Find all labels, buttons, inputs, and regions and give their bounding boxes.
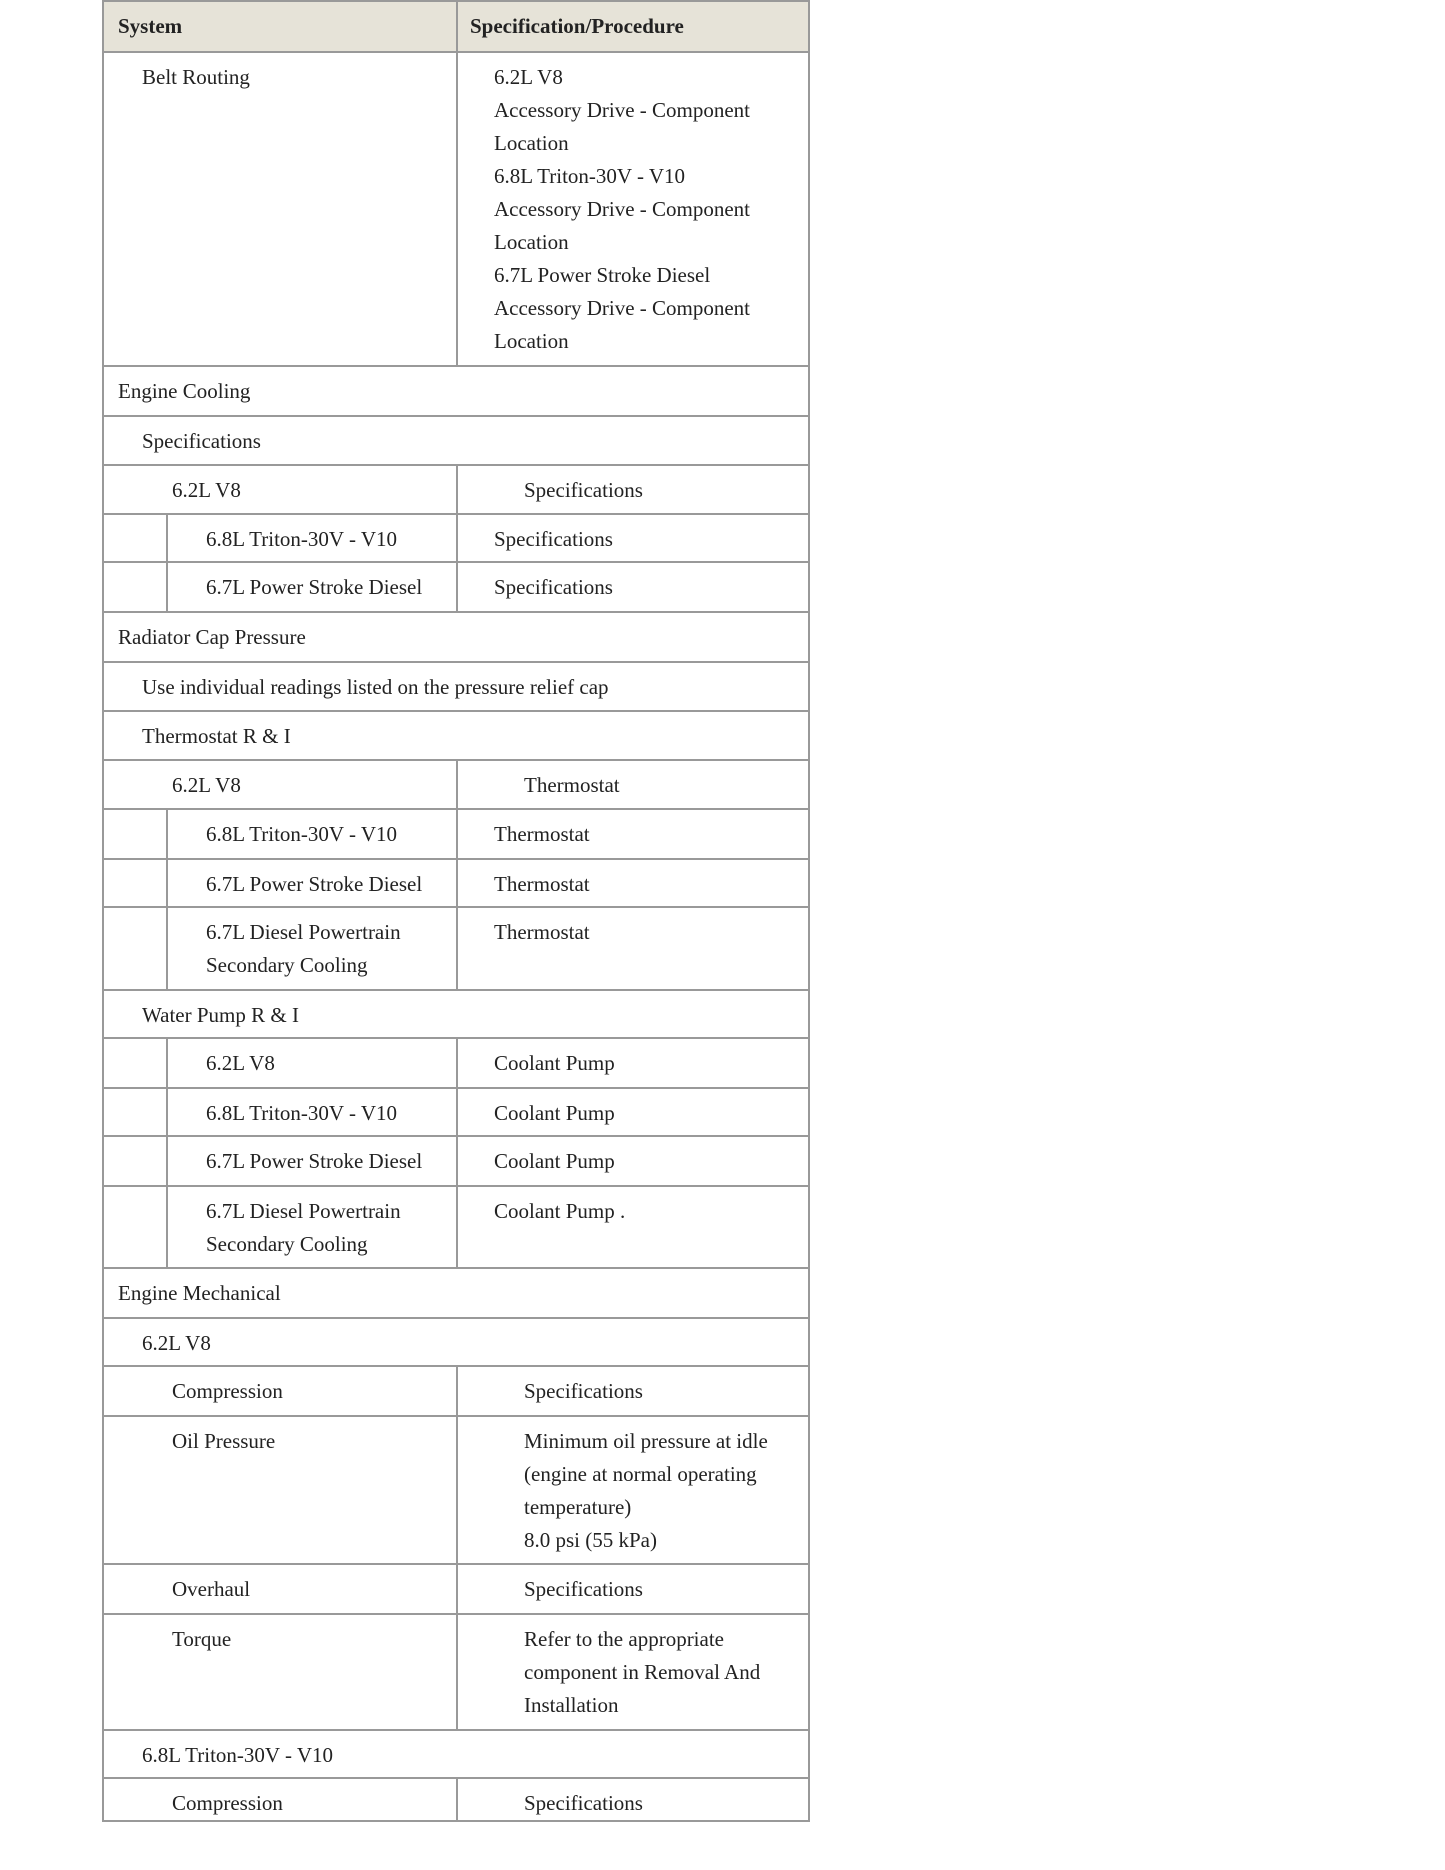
table-row xyxy=(104,710,808,759)
table-row xyxy=(104,1087,808,1135)
table-row xyxy=(104,1317,808,1365)
column-divider xyxy=(456,810,458,858)
column-divider xyxy=(456,1779,458,1822)
indent-divider xyxy=(166,860,168,906)
column-divider xyxy=(456,466,458,513)
table-row xyxy=(104,1037,808,1087)
table-row xyxy=(104,1729,808,1777)
system-cell: Compression xyxy=(172,1379,283,1403)
indent-divider xyxy=(166,1089,168,1135)
spec-cell: Coolant Pump xyxy=(494,1149,615,1173)
spec-cell: Specifications xyxy=(494,527,613,551)
spec-cell: Specifications xyxy=(524,1577,643,1601)
system-cell: 6.2L V8 xyxy=(172,773,241,797)
spec-cell: Minimum oil pressure at idle (engine at normal operating temperature) 8.0 psi (55 kPa) xyxy=(524,1429,768,1552)
system-cell: Radiator Cap Pressure xyxy=(118,625,306,649)
system-cell: Engine Cooling xyxy=(118,379,251,403)
table-row xyxy=(104,365,808,415)
system-cell: Belt Routing xyxy=(142,65,250,89)
system-cell: 6.7L Diesel Powertrain Secondary Cooling xyxy=(206,1199,401,1256)
column-divider xyxy=(456,1367,458,1415)
table-row xyxy=(104,51,808,365)
column-divider xyxy=(456,1187,458,1267)
table-row xyxy=(104,611,808,661)
system-cell: Engine Mechanical xyxy=(118,1281,281,1305)
column-divider xyxy=(456,1417,458,1563)
table-row xyxy=(104,1415,808,1563)
column-divider xyxy=(456,1615,458,1729)
indent-divider xyxy=(166,810,168,858)
spec-cell: Coolant Pump xyxy=(494,1051,615,1075)
table-row xyxy=(104,561,808,611)
table-row xyxy=(104,1613,808,1729)
table-row xyxy=(104,759,808,808)
system-cell: 6.7L Power Stroke Diesel xyxy=(206,872,423,896)
column-divider xyxy=(456,1039,458,1087)
spec-cell: Thermostat xyxy=(494,872,590,896)
spec-cell: Coolant Pump xyxy=(494,1101,615,1125)
spec-cell: Specifications xyxy=(524,1791,643,1815)
spec-cell: Specifications xyxy=(494,575,613,599)
column-divider xyxy=(456,908,458,989)
system-cell: 6.7L Power Stroke Diesel xyxy=(206,1149,423,1173)
table-row xyxy=(104,808,808,858)
spec-cell: Specifications xyxy=(524,1379,643,1403)
column-divider xyxy=(456,1089,458,1135)
system-cell: Compression xyxy=(172,1791,283,1815)
spec-cell: Coolant Pump . xyxy=(494,1199,626,1223)
table-row xyxy=(104,513,808,561)
system-cell: 6.8L Triton-30V - V10 xyxy=(206,527,397,551)
header-system: System xyxy=(118,14,183,38)
system-cell: 6.7L Power Stroke Diesel xyxy=(206,575,423,599)
spec-cell: Thermostat xyxy=(494,822,590,846)
system-cell: Water Pump R & I xyxy=(142,1003,299,1027)
spec-cell: Thermostat xyxy=(494,920,590,944)
spec-cell: Refer to the appropriate component in Removal And Installation xyxy=(524,1627,761,1717)
table-row xyxy=(104,1185,808,1267)
system-cell: Oil Pressure xyxy=(172,1429,276,1453)
table-row xyxy=(104,858,808,906)
table-row xyxy=(104,1135,808,1185)
table-row xyxy=(104,415,808,464)
table-row xyxy=(104,661,808,710)
system-cell: Overhaul xyxy=(172,1577,251,1601)
column-divider xyxy=(456,1137,458,1185)
table-row xyxy=(104,1365,808,1415)
system-cell: 6.7L Diesel Powertrain Secondary Cooling xyxy=(206,920,401,977)
indent-divider xyxy=(166,563,168,611)
spec-cell: 6.2L V8 Accessory Drive - Component Location 6.8L Triton-30V - V10 Accessory Drive - Component Location 6.7L Power Stroke Diesel Accessory Drive - Component Location xyxy=(494,65,751,353)
system-cell: Torque xyxy=(172,1627,232,1651)
spec-cell: Specifications xyxy=(524,478,643,502)
system-cell: Thermostat R & I xyxy=(142,724,291,748)
column-divider xyxy=(456,1565,458,1613)
indent-divider xyxy=(166,908,168,989)
table-row xyxy=(104,989,808,1037)
table-row xyxy=(104,906,808,989)
table-row xyxy=(104,1777,808,1822)
column-divider xyxy=(456,761,458,808)
indent-divider xyxy=(166,1039,168,1087)
system-cell: Use individual readings listed on the pressure relief cap xyxy=(142,675,609,699)
table-row xyxy=(104,1267,808,1317)
indent-divider xyxy=(166,1187,168,1267)
system-cell: Specifications xyxy=(142,429,261,453)
table-row xyxy=(104,1563,808,1613)
system-cell: 6.2L V8 xyxy=(142,1331,211,1355)
spec-table xyxy=(102,0,810,1822)
table-header xyxy=(104,0,808,51)
indent-divider xyxy=(166,515,168,561)
column-divider xyxy=(456,53,458,365)
system-cell: 6.8L Triton-30V - V10 xyxy=(142,1743,333,1767)
table-row xyxy=(104,464,808,513)
spec-cell: Thermostat xyxy=(524,773,620,797)
system-cell: 6.8L Triton-30V - V10 xyxy=(206,1101,397,1125)
system-cell: 6.2L V8 xyxy=(172,478,241,502)
column-divider xyxy=(456,860,458,906)
indent-divider xyxy=(166,1137,168,1185)
column-divider xyxy=(456,515,458,561)
header-spec: Specification/Procedure xyxy=(470,14,684,38)
column-divider xyxy=(456,2,458,51)
system-cell: 6.8L Triton-30V - V10 xyxy=(206,822,397,846)
system-cell: 6.2L V8 xyxy=(206,1051,275,1075)
column-divider xyxy=(456,563,458,611)
